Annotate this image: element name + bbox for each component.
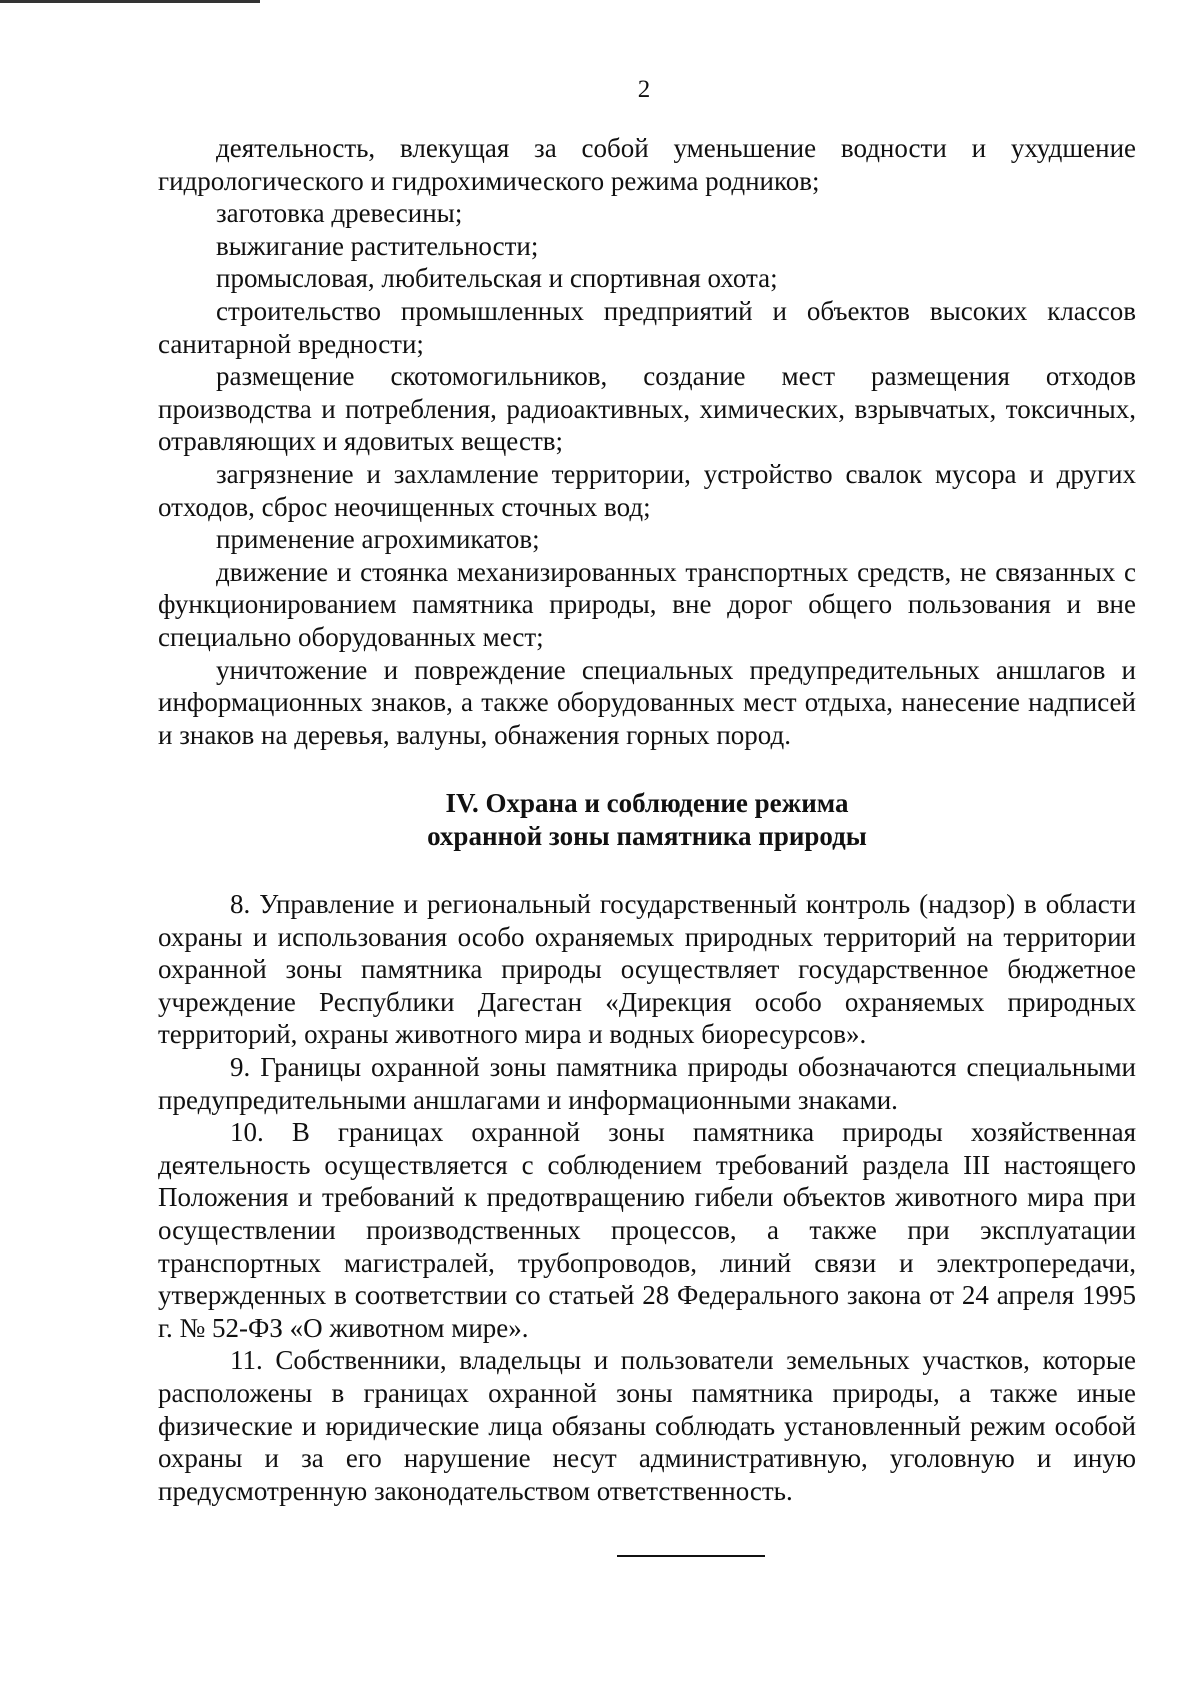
section-heading <box>158 787 1136 853</box>
list-item: движение и стоянка механизированных транспортных средств, не связанных с функционированием памятника природы, вне дорог общего пользования и вне специально оборудованных мест; <box>158 556 1136 652</box>
prohibited-activities-list <box>158 132 1136 751</box>
section-body <box>158 888 1136 1507</box>
clause-paragraph: 10. В границах охранной зоны памятника природы хозяйственная деятельность осуществляется с соблюдением требований раздела III настоящего Положения и требований к предотвращению гибели объектов животного мира при осуществлении производственных процессов, а также при эксплуатации транспортных магистралей, трубопроводов, линий связи и электропередачи, утвержденных в соответствии со статьей 28 Федерального закона от 24 апреля 1995 г. № 52-ФЗ «О животном мире». <box>158 1117 1136 1343</box>
list-item: загрязнение и захламление территории, устройство свалок мусора и других отходов, сброс неочищенных сточных вод; <box>158 458 1136 522</box>
clause-paragraph: 9. Границы охранной зоны памятника природы обозначаются специальными предупредительными аншлагами и информационными знаками. <box>158 1051 1136 1115</box>
list-item: уничтожение и повреждение специальных предупредительных аншлагов и информационных знаков, а также оборудованных мест отдыха, нанесение надписей и знаков на деревья, валуны, обнажения горных пород. <box>158 654 1136 750</box>
section-heading-line-2: охранной зоны памятника природы <box>427 821 867 851</box>
scan-edge-line <box>0 0 260 3</box>
list-item: выжигание растительности; <box>216 230 539 261</box>
list-item: строительство промышленных предприятий и объектов высоких классов санитарной вредности; <box>158 295 1136 359</box>
clause-paragraph: 11. Собственники, владельцы и пользователи земельных участков, которые расположены в границах охранной зоны памятника природы, а также иные физические и юридические лица обязаны соблюдать установленный режим особой охраны и за его нарушение несут административную, уголовную и иную предусмотренную законодательством ответственность. <box>158 1345 1136 1506</box>
list-item: промысловая, любительская и спортивная охота; <box>216 263 778 294</box>
end-of-document-rule <box>617 1555 765 1557</box>
list-item: применение агрохимикатов; <box>216 524 540 555</box>
list-item: размещение скотомогильников, создание мест размещения отходов производства и потребления, радиоактивных, химических, взрывчатых, токсичных, отравляющих и ядовитых веществ; <box>158 361 1136 457</box>
section-heading-line-1: IV. Охрана и соблюдение режима <box>445 788 849 818</box>
page-number: 2 <box>637 76 651 103</box>
clause-paragraph: 8. Управление и региональный государственный контроль (надзор) в области охраны и использования особо охраняемых природных территорий на территории охранной зоны памятника природы осуществляет государственное бюджетное учреждение Республики Дагестан «Дирекция особо охраняемых природных территорий, охраны животного мира и водных биоресурсов». <box>158 889 1136 1050</box>
list-item: деятельность, влекущая за собой уменьшение водности и ухудшение гидрологического и гидрохимического режима родников; <box>158 133 1136 196</box>
list-item: заготовка древесины; <box>216 198 463 229</box>
